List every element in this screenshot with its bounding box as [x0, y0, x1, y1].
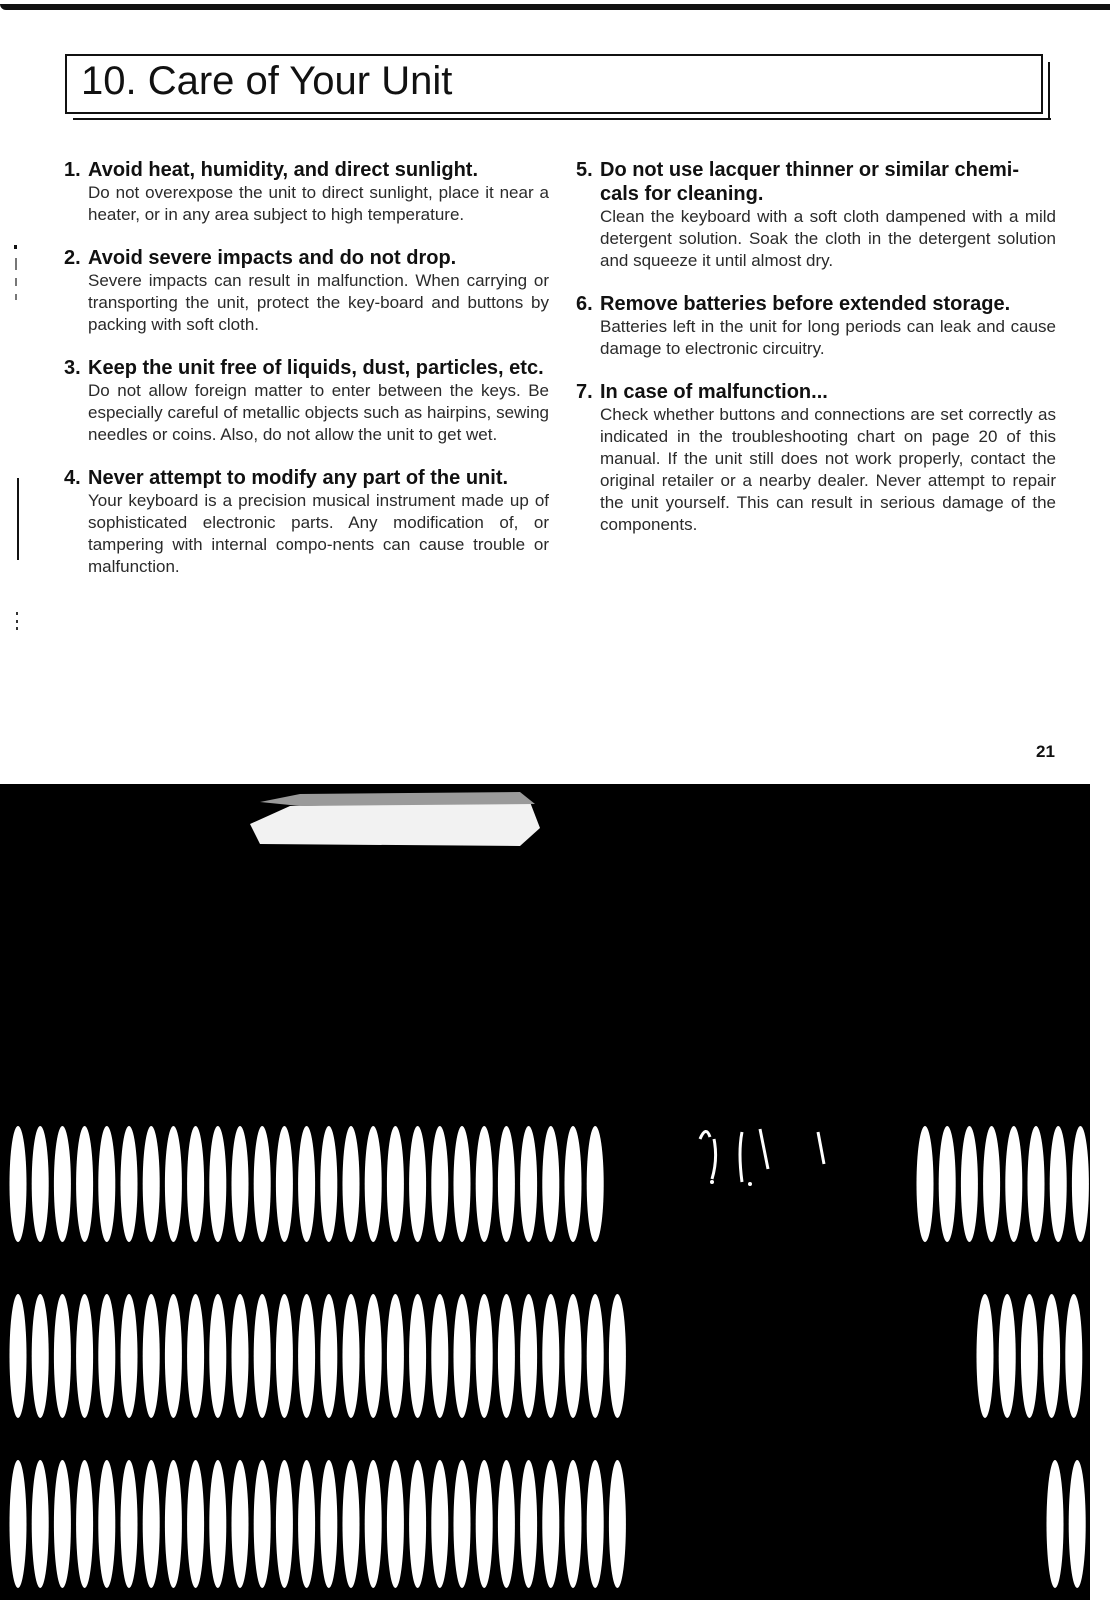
keyboard-key-oval — [1043, 1294, 1060, 1418]
section-heading: Avoid heat, humidity, and direct sunlight. — [88, 159, 479, 181]
keyboard-key-oval — [343, 1460, 360, 1588]
keyboard-key-oval — [387, 1294, 404, 1418]
keyboard-key-oval — [209, 1126, 226, 1242]
keyboard-key-oval — [10, 1294, 27, 1418]
keyboard-key-oval — [498, 1460, 515, 1588]
keyboard-key-oval — [454, 1126, 471, 1242]
keyboard-key-oval — [999, 1294, 1016, 1418]
section-1 — [64, 158, 549, 226]
keyboard-key-oval — [387, 1460, 404, 1588]
section-number: 6. — [576, 293, 593, 315]
keyboard-key-oval — [409, 1460, 426, 1588]
keyboard-key-oval — [961, 1126, 978, 1242]
page-title: 10. Care of Your Unit — [81, 59, 453, 103]
keyboard-key-oval — [454, 1460, 471, 1588]
keyboard-key-oval — [98, 1294, 115, 1418]
keyboard-key-oval — [121, 1294, 138, 1418]
keyboard-key-oval — [431, 1126, 448, 1242]
keyboard-key-oval — [476, 1294, 493, 1418]
keyboard-key-oval — [520, 1294, 537, 1418]
keyboard-key-oval — [520, 1126, 537, 1242]
section-body: Check whether buttons and connections are set correctly as indicated in the troubleshooting chart on page 20 of this manual. If the unit still does not work properly, contact the original retailer or a nearby dealer. Never attempt to repair the unit yourself. This can result in serious damage of the components. — [600, 405, 1056, 534]
keyboard-key-oval — [939, 1126, 956, 1242]
keyboard-key-oval — [232, 1460, 249, 1588]
section-heading: Remove batteries before extended storage. — [600, 293, 1011, 315]
keyboard-key-oval — [209, 1460, 226, 1588]
section-number: 4. — [64, 467, 81, 489]
keyboard-key-oval — [54, 1126, 71, 1242]
keyboard-key-oval — [232, 1126, 249, 1242]
section-heading: Keep the unit free of liquids, dust, particles, etc. — [88, 357, 544, 379]
keyboard-key-oval — [476, 1460, 493, 1588]
keyboard-key-oval — [365, 1294, 382, 1418]
keyboard-key-oval — [254, 1460, 271, 1588]
keyboard-key-oval — [32, 1126, 49, 1242]
keyboard-key-oval — [298, 1294, 315, 1418]
keyboard-key-oval — [1021, 1294, 1038, 1418]
keyboard-key-oval — [565, 1294, 582, 1418]
keyboard-key-oval — [32, 1294, 49, 1418]
keyboard-key-oval — [365, 1126, 382, 1242]
keyboard-key-oval — [320, 1460, 337, 1588]
section-number: 7. — [576, 381, 593, 403]
keyboard-key-oval — [98, 1126, 115, 1242]
keyboard-key-oval — [54, 1460, 71, 1588]
keyboard-key-oval — [343, 1294, 360, 1418]
keyboard-key-oval — [187, 1294, 204, 1418]
keyboard-key-oval — [298, 1126, 315, 1242]
keyboard-key-oval — [143, 1460, 160, 1588]
keyboard-key-oval — [187, 1126, 204, 1242]
top-rule — [0, 4, 1110, 10]
keyboard-key-oval — [276, 1294, 293, 1418]
section-number: 3. — [64, 357, 81, 379]
keyboard-key-oval — [454, 1294, 471, 1418]
section-body: Batteries left in the unit for long periods can leak and cause damage to electronic circuitry. — [600, 317, 1056, 358]
keyboard-key-oval — [254, 1294, 271, 1418]
keyboard-key-oval — [1065, 1294, 1082, 1418]
scan-margin-marks — [0, 0, 40, 660]
keyboard-key-oval — [1072, 1126, 1089, 1242]
keyboard-key-oval — [320, 1294, 337, 1418]
section-heading: Avoid severe impacts and do not drop. — [88, 247, 457, 269]
keyboard-key-oval — [917, 1126, 934, 1242]
section-5 — [576, 158, 1056, 272]
keyboard-key-oval — [587, 1294, 604, 1418]
title-box — [65, 54, 1043, 114]
keyboard-photo-graphic — [0, 784, 1090, 1600]
keyboard-key-oval — [587, 1460, 604, 1588]
keyboard-key-oval — [320, 1126, 337, 1242]
keyboard-key-oval — [343, 1126, 360, 1242]
keyboard-key-oval — [32, 1460, 49, 1588]
section-heading: Never attempt to modify any part of the unit. — [88, 467, 509, 489]
keyboard-key-oval — [165, 1294, 182, 1418]
keyboard-key-oval — [232, 1294, 249, 1418]
section-number: 5. — [576, 159, 593, 181]
keyboard-key-oval — [409, 1126, 426, 1242]
keyboard-key-oval — [542, 1126, 559, 1242]
keyboard-key-oval — [587, 1126, 604, 1242]
keyboard-key-oval — [498, 1126, 515, 1242]
keyboard-key-oval — [542, 1460, 559, 1588]
section-3 — [64, 356, 549, 446]
keyboard-key-oval — [76, 1294, 93, 1418]
section-4 — [64, 466, 549, 578]
keyboard-key-oval — [977, 1294, 994, 1418]
keyboard-key-oval — [609, 1294, 626, 1418]
keyboard-key-oval — [409, 1294, 426, 1418]
keyboard-key-oval — [431, 1294, 448, 1418]
section-body: Do not overexpose the unit to direct sunlight, place it near a heater, or in any area subject to high temperature. — [88, 183, 549, 224]
keyboard-key-oval — [121, 1126, 138, 1242]
section-body: Your keyboard is a precision musical instrument made up of sophisticated electronic parts. Any modification of, or tampering with internal compo-nents can cause trouble or malfunction. — [88, 491, 549, 576]
keyboard-key-oval — [1047, 1460, 1064, 1588]
section-body: Clean the keyboard with a soft cloth dampened with a mild detergent solution. Soak the cloth in the detergent solution and squeeze it until almost dry. — [600, 207, 1056, 270]
keyboard-key-oval — [165, 1126, 182, 1242]
section-number: 1. — [64, 159, 81, 181]
page-number: 21 — [1036, 742, 1055, 761]
keyboard-key-oval — [431, 1460, 448, 1588]
right-column — [576, 158, 1056, 556]
keyboard-key-oval — [565, 1126, 582, 1242]
keyboard-key-oval — [542, 1294, 559, 1418]
keyboard-key-oval — [76, 1460, 93, 1588]
keyboard-key-oval — [276, 1460, 293, 1588]
section-heading: In case of malfunction... — [600, 381, 828, 403]
keyboard-key-oval — [1050, 1126, 1067, 1242]
keyboard-key-oval — [143, 1294, 160, 1418]
keyboard-key-oval — [1028, 1126, 1045, 1242]
keyboard-key-oval — [983, 1126, 1000, 1242]
keyboard-key-oval — [476, 1126, 493, 1242]
section-number: 2. — [64, 247, 81, 269]
keyboard-key-oval — [520, 1460, 537, 1588]
keyboard-key-oval — [10, 1460, 27, 1588]
keyboard-key-oval — [365, 1460, 382, 1588]
keyboard-key-oval — [98, 1460, 115, 1588]
keyboard-key-oval — [165, 1460, 182, 1588]
keyboard-key-oval — [1069, 1460, 1086, 1588]
keyboard-key-oval — [209, 1294, 226, 1418]
section-body: Do not allow foreign matter to enter between the keys. Be especially careful of metallic objects such as hairpins, sewing needles or coins. Also, do not allow the unit to get wet. — [88, 381, 549, 444]
keyboard-key-oval — [565, 1460, 582, 1588]
keyboard-key-oval — [187, 1460, 204, 1588]
keyboard-key-oval — [276, 1126, 293, 1242]
keyboard-key-oval — [298, 1460, 315, 1588]
keyboard-key-oval — [1005, 1126, 1022, 1242]
section-2 — [64, 246, 549, 336]
keyboard-key-oval — [10, 1126, 27, 1242]
keyboard-key-oval — [121, 1460, 138, 1588]
keyboard-key-oval — [54, 1294, 71, 1418]
keyboard-key-oval — [387, 1126, 404, 1242]
section-7 — [576, 380, 1056, 536]
section-heading: Do not use lacquer thinner or similar chemi-cals for cleaning. — [600, 159, 1019, 205]
keyboard-key-oval — [76, 1126, 93, 1242]
section-body: Severe impacts can result in malfunction. When carrying or transporting the unit, protect the key-board and buttons by packing with soft cloth. — [88, 271, 549, 334]
keyboard-key-oval — [143, 1126, 160, 1242]
left-column — [64, 158, 549, 598]
keyboard-key-oval — [498, 1294, 515, 1418]
section-6 — [576, 292, 1056, 360]
keyboard-key-oval — [254, 1126, 271, 1242]
keyboard-key-oval — [609, 1460, 626, 1588]
keyboard-photo — [0, 784, 1090, 1600]
